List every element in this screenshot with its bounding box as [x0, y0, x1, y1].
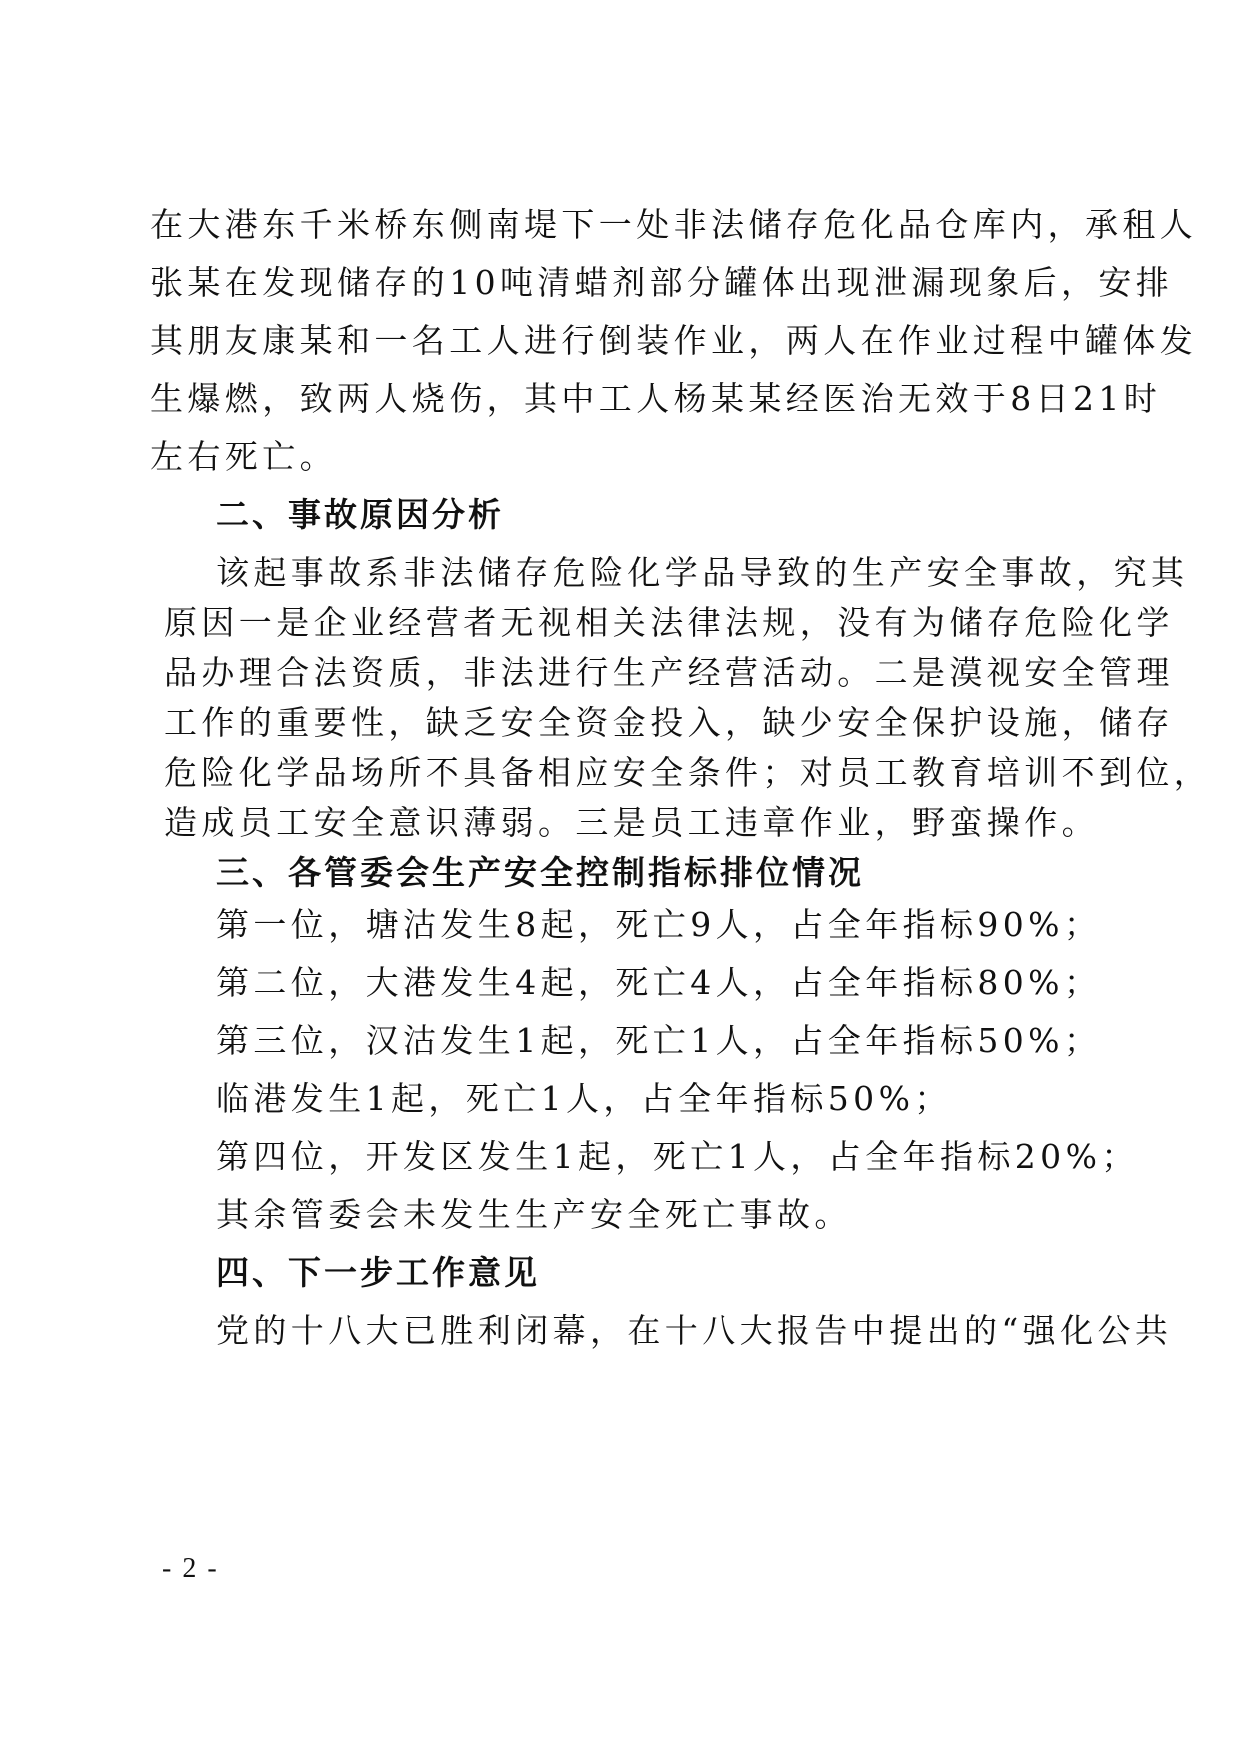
body-text-line: 原因一是企业经营者无视相关法律法规，没有为储存危险化学 — [164, 603, 1174, 642]
body-text-line: 工作的重要性，缺乏安全资金投入，缺少安全保护设施，储存 — [164, 703, 1174, 742]
body-text-line: 左右死亡。 — [150, 437, 337, 476]
section-heading-ranking: 三、各管委会生产安全控制指标排位情况 — [216, 853, 864, 892]
body-text-line: 该起事故系非法储存危险化学品导致的生产安全事故，究其 — [216, 553, 1189, 592]
ranking-line: 第二位，大港发生4起，死亡4人，占全年指标80%； — [216, 963, 1102, 1002]
body-text-line: 生爆燃，致两人烧伤，其中工人杨某某经医治无效于8日21时 — [150, 379, 1162, 418]
ranking-line: 第四位，开发区发生1起，死亡1人，占全年指标20%； — [216, 1137, 1139, 1176]
section-heading-cause-analysis: 二、事故原因分析 — [216, 495, 504, 534]
ranking-line: 第一位，塘沽发生8起，死亡9人，占全年指标90%； — [216, 905, 1102, 944]
section-heading-next-steps: 四、下一步工作意见 — [216, 1253, 540, 1292]
ranking-line: 临港发生1起，死亡1人，占全年指标50%； — [216, 1079, 952, 1118]
body-text-line: 危险化学品场所不具备相应安全条件；对员工教育培训不到位， — [164, 753, 1212, 792]
body-text-line: 品办理合法资质，非法进行生产经营活动。二是漠视安全管理 — [164, 653, 1174, 692]
body-text-line: 党的十八大已胜利闭幕，在十八大报告中提出的“强化公共 — [216, 1311, 1173, 1350]
body-text-line: 造成员工安全意识薄弱。三是员工违章作业，野蛮操作。 — [164, 803, 1099, 842]
body-text-line: 张某在发现储存的10吨清蜡剂部分罐体出现泄漏现象后，安排 — [150, 263, 1174, 302]
ranking-line: 第三位，汉沽发生1起，死亡1人，占全年指标50%； — [216, 1021, 1102, 1060]
ranking-line: 其余管委会未发生生产安全死亡事故。 — [216, 1195, 852, 1234]
body-text-line: 在大港东千米桥东侧南堤下一处非法储存危化品仓库内，承租人 — [150, 205, 1198, 244]
page-number: - 2 - — [162, 1553, 219, 1584]
body-text-line: 其朋友康某和一名工人进行倒装作业，两人在作业过程中罐体发 — [150, 321, 1198, 360]
